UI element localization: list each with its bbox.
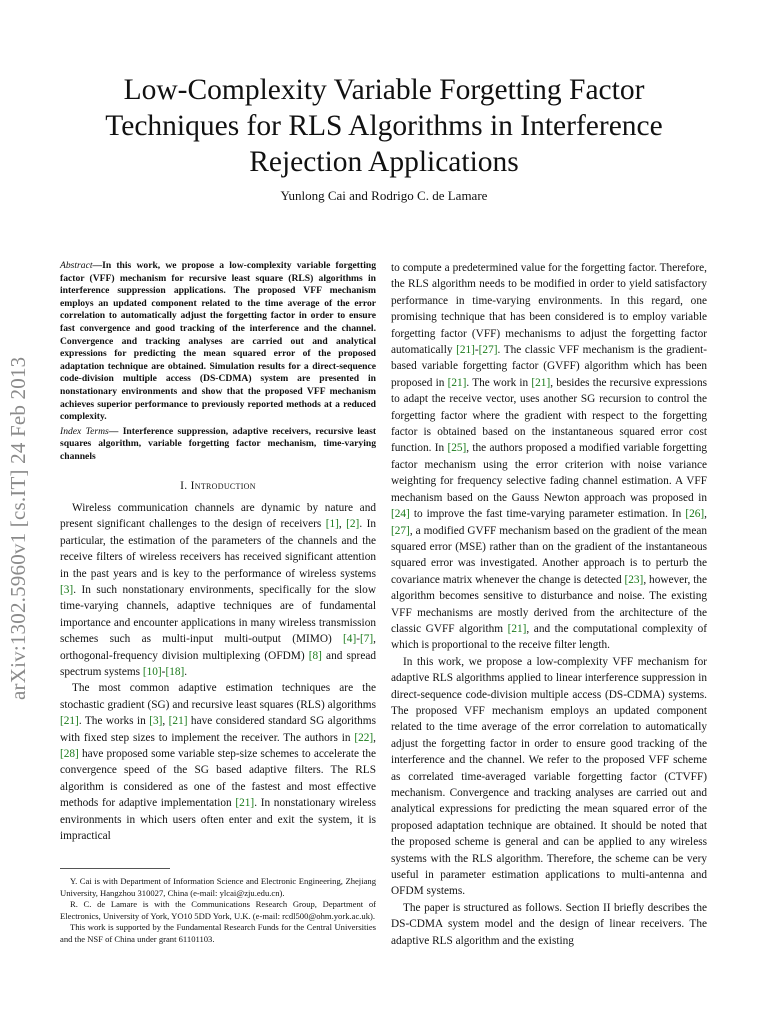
citation-link[interactable]: [28] (60, 748, 79, 760)
citation-link[interactable]: [8] (308, 649, 322, 662)
arxiv-identifier: arXiv:1302.5960v1 [cs.IT] 24 Feb 2013 (6, 356, 30, 700)
paper-title: Low-Complexity Variable Forgetting Factor Techniques for RLS Algorithms in Interference Rejection Applications (105, 74, 663, 178)
citation-link[interactable]: [2] (346, 518, 360, 531)
introduction-body-left (60, 500, 376, 845)
section-heading-introduction: I. Introduction (180, 479, 256, 492)
footnote-rule (60, 868, 170, 869)
footnote-funding: This work is supported by the Fundamental Research Funds for the Central Universities and the NSF of China under grant 61101103. (60, 922, 376, 944)
index-terms-lead: Index Terms (60, 425, 109, 437)
citation-link[interactable]: [21] (60, 715, 79, 728)
citation-link[interactable]: [7] (359, 633, 374, 646)
intro-paragraph-4: In this work, we propose a low-complexity VFF mechanism for adaptive RLS algorithms applied to linear interference suppression in direct-sequence code-division multiple access (DS-CDMA) systems. The proposed VFF mechanism employs an updated component related to the time average of the error correlation to automatically adjust the forgetting factor in order to ensure good tracking of the interference and the channel. We refer to the proposed VFF scheme as correlated time-averaged variable forgetting factor (CTVFF) mechanism. Convergence and tracking analyses are carried out and analytical expressions for predicting the mean squared error of the proposed adaptation technique are obtained. It should be noted that the proposed scheme is general and can be applied to any wireless systems with the RLS algorithm. Therefore, the scheme can be very useful in parameter estimation applications to multi-antenna and OFDM systems. (391, 655, 707, 898)
citation-link[interactable]: [1] (325, 518, 339, 531)
citation-link[interactable]: [21] (168, 715, 188, 728)
citation-link[interactable]: [24] (391, 508, 410, 521)
intro-paragraph-1: Wireless communication channels are dynamic by nature and present significant challenges to the design of receivers [1], [2]. In particular, the estimation of the parameters of the channels and the receive filters of wireless receivers has received significant attention in the past years and is key to the performance of wireless systems [3]. In such nonstationary environments, specifically for the slow time-varying channels, adaptive techniques are of fundamental importance and encounter applications in many wireless transmission schemes such as multi-input multi-output (MIMO) [4]-[7], orthogonal-frequency division multiplexing (OFDM) [8] and spread spectrum systems [10]-[18]. (60, 501, 376, 678)
right-column (391, 260, 707, 949)
intro-paragraph-3: to compute a predetermined value for the forgetting factor. Therefore, the RLS algorithm needs to be modified in order to yield satisfactory performance in time-varying environments. In this regard, one promising technique that has been considered is to employ variable forgetting factor (VFF) mechanisms to adjust the forgetting factor automatically [21]-[27]. The classic VFF mechanism is the gradient-based variable forgetting factor (GVFF) algorithm which has been proposed in [21]. The work in [21], besides the recursive expressions to adapt the receive vector, uses another SG recursion to control the forgetting factor where the gradient with respect to the forgetting factor is obtained based on the instantaneous squared error cost function. In [25], the authors proposed a modified variable forgetting factor mechanism using the error criterion with noise variance weighting for frequency selective fading channel estimation. A VFF mechanism based on the Gauss Newton approach was proposed in [24] to improve the fast time-varying parameter estimation. In [26], [27], a modified GVFF mechanism based on the gradient of the mean squared error (MSE) rather than on the gradient of the instantaneous squared error was investigated. Another approach is to perturb the covariance matrix whenever the change is detected [23], however, the algorithm becomes sensitive to disturbance and noise. The existing VFF mechanisms are mostly derived from the architecture of the classic GVFF algorithm [21], and the computational complexity of which is proportional to the receive filter length. (391, 262, 708, 652)
citation-link[interactable]: [26] (685, 508, 705, 521)
abstract-text: —In this work, we propose a low-complexity variable forgetting factor (VFF) mechanism for recursive least square (RLS) algorithms in interference suppression applications. The proposed VFF mechanism employs an updated component related to the time average of the error correlation to automatically adjust the forgetting factor in order to ensure fast convergence and good tracking of the interference and the channel. Convergence and tracking analyses are carried out and analytical expressions for predicting the mean squared error of the proposed adaptation technique are obtained. Simulation results for a direct-sequence code-division multiple access (DS-CDMA) system are presented in nonstationary environments and show that the proposed VFF mechanism achieves superior performance to previously reported methods at a reduced complexity. (60, 260, 376, 423)
index-terms-text: — Interference suppression, adaptive receivers, recursive least squares algorithm, variable forgetting factor mechanism, time-varying channels (60, 425, 377, 462)
citation-link[interactable]: [21] (531, 376, 551, 389)
intro-paragraph-2: The most common adaptive estimation techniques are the stochastic gradient (SG) and recursive least squares (RLS) algorithms [21]. The works in [3], [21] have considered standard SG algorithms with fixed step sizes to implement the receiver. The authors in [22], [28] have proposed some variable step-size schemes to accelerate the convergence speed of the SG based adaptive filters. The RLS algorithm is considered as one of the fastest and most effective methods for adaptive implementation [21]. In nonstationary wireless environments in which users often enter and exit the system, it is impractical (60, 682, 377, 843)
citation-link[interactable]: [27] (478, 344, 498, 357)
citation-link[interactable]: [3] (149, 715, 163, 728)
citation-link[interactable]: [21] (456, 344, 475, 357)
index-terms (60, 426, 376, 464)
citation-link[interactable]: [10] (142, 665, 162, 678)
footnote-author-1: Y. Cai is with Department of Information Science and Electronic Engineering, Zhejiang University, Hangzhou 310027, China (e-mail: ylcai@zju.edu.cn). (60, 876, 376, 898)
citation-link[interactable]: [18] (165, 665, 185, 678)
intro-paragraph-5: The paper is structured as follows. Section II briefly describes the DS-CDMA system model and the design of linear receivers. The adaptive RLS algorithm and the existing (391, 901, 707, 947)
citation-link[interactable]: [4] (343, 633, 357, 646)
abstract-lead: Abstract (60, 260, 93, 271)
citation-link[interactable]: [25] (447, 442, 467, 455)
citation-link[interactable]: [3] (60, 583, 74, 596)
citation-link[interactable]: [21] (507, 622, 527, 635)
paper-authors: Yunlong Cai and Rodrigo C. de Lamare (280, 188, 488, 203)
introduction-body-right (391, 260, 707, 949)
citation-link[interactable]: [23] (624, 573, 644, 586)
citation-link[interactable]: [27] (391, 524, 410, 537)
citation-link[interactable]: [22] (354, 731, 374, 744)
left-column (60, 260, 376, 844)
abstract (60, 260, 376, 424)
citation-link[interactable]: [21] (235, 797, 255, 810)
footnotes (60, 876, 376, 945)
footnote-author-2: R. C. de Lamare is with the Communications Research Group, Department of Electronics, University of York, YO10 5DD York, U.K. (e-mail: rcdl500@ohm.york.ac.uk). (60, 899, 376, 921)
citation-link[interactable]: [21] (447, 376, 467, 389)
